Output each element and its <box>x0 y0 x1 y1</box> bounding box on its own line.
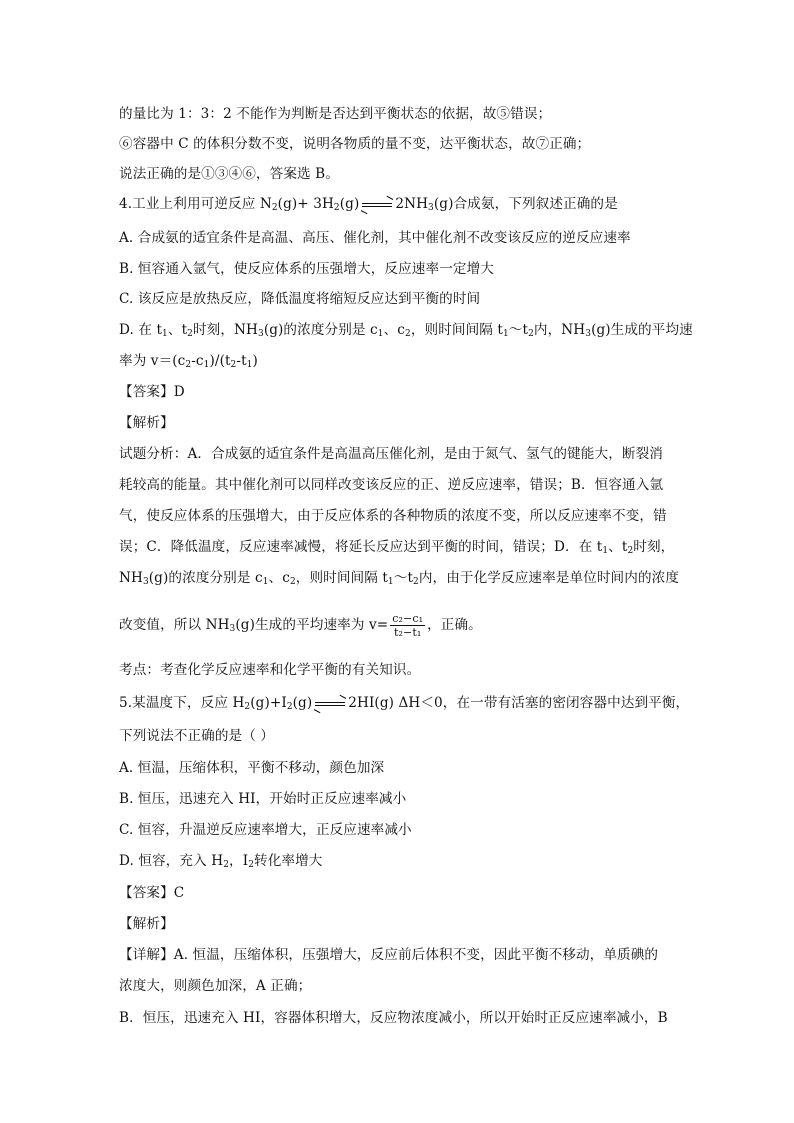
q5-analysis-heading: 【解析】 <box>119 916 174 932</box>
rate-fraction <box>390 612 425 639</box>
q5-option-a: A. 恒温，压缩体积，平衡不移动，颜色加深 <box>119 760 385 776</box>
q4-analysis-line-1: 试题分析：A．合成氨的适宜条件是高温高压催化剂，是由于氮气、氢气的键能大，断裂消 <box>119 446 663 462</box>
q5-answer: 【答案】C <box>119 885 185 901</box>
q4-analysis-line-3: 气，使反应体系的压强增大，由于反应体系的各种物质的浓度不变，所以反应速率不变，错 <box>119 508 667 524</box>
q4-stem: 4.工业上利用可逆反应 $N_2(g)+ 3H_2(g)$ $2NH_3(g)$合成氨，下列叙述正确的是 <box>119 196 618 213</box>
intro-line-1: 的量比为 1：3：2 不能作为判断是否达到平衡状态的依据，故⑤错误； <box>119 106 552 122</box>
q5-analysis-line-1: 【详解】A. 恒温，压缩体积，压强增大，反应前后体积不变，因此平衡不移动，单质碘的 <box>119 947 659 963</box>
q5-option-b: B. 恒压，迅速充入 HI，开始时正反应速率减小 <box>119 791 407 807</box>
q4-analysis-line-4: 误；C．降低温度，反应速率减慢，将延长反应达到平衡的时间，错误；D．在 $t_1$、$t_2$时刻， <box>119 539 675 556</box>
q4-option-a: A. 合成氨的适宜条件是高温、高压、催化剂，其中催化剂不改变该反应的逆反应速率 <box>119 230 631 246</box>
intro-line-2: ⑥容器中 C 的体积分数不变，说明各物质的量不变，达平衡状态，故⑦正确； <box>119 136 591 152</box>
reversible-arrow-icon <box>362 200 392 210</box>
q4-option-c: C. 该反应是放热反应，降低温度将缩短反应达到平衡的时间 <box>119 291 481 307</box>
q4-option-d-line-2: 率为 $v=(c_2-c_1)/(t_2-t_1)$ <box>119 353 258 370</box>
intro-line-3: 说法正确的是①③④⑥，答案选 B。 <box>119 166 339 182</box>
fraction-denominator: t₂−t₁ <box>393 626 422 639</box>
q5-stem: 5.某温度下，反应 $H_2(g)+I_2(g)$ 2HI(g) ΔH＜0，在一带有活塞的密闭容器中达到平衡， <box>119 695 690 712</box>
q5-stem-line-2: 下列说法不正确的是（ ） <box>119 728 275 744</box>
q5-option-c: C. 恒容，升温逆反应速率增大，正反应速率减小 <box>119 822 412 838</box>
q5-option-d: D. 恒容，充入 $H_2$，$I_2$转化率增大 <box>119 853 323 870</box>
q5-analysis-line-2: 浓度大，则颜色加深，A 正确； <box>119 978 312 994</box>
q4-analysis-line-6: 改变值，所以 $NH_3(g)$生成的平均速率为 v= $\frac{\text{c₂−c₁}}{\text{t₂−t₁}}$ ，正确。 <box>119 612 482 639</box>
reversible-arrow-icon <box>315 699 345 709</box>
q4-analysis-heading: 【解析】 <box>119 415 174 431</box>
fraction-numerator: c₂−c₁ <box>392 612 424 625</box>
q4-option-b: B. 恒容通入氩气，使反应体系的压强增大，反应速率一定增大 <box>119 261 494 277</box>
q5-analysis-line-3: B．恒压，迅速充入 HI，容器体积增大，反应物浓度减小，所以开始时正反应速率减小，B <box>119 1010 668 1026</box>
q4-analysis-line-5: $NH_3(g)$的浓度分别是 $c_1$、$c_2$，则时间间隔 $t_1\sim t_2$内，由于化学反应速率是单位时间内的浓度 <box>119 570 680 587</box>
q4-answer: 【答案】D <box>119 384 185 400</box>
q4-option-d-line-1: D. 在 $t_1$、$t_2$时刻，$NH_3(g)$的浓度分别是 $c_1$、$c_2$，则时间间隔 $t_1\sim t_2$内，$NH_3(g)$生成的平均速 <box>119 322 693 339</box>
q4-analysis-line-2: 耗较高的能量。其中催化剂可以同样改变该反应的正、逆反应速率，错误；B．恒容通入氩 <box>119 477 664 493</box>
q4-kaodian: 考点：考查化学反应速率和化学平衡的有关知识。 <box>119 662 421 678</box>
